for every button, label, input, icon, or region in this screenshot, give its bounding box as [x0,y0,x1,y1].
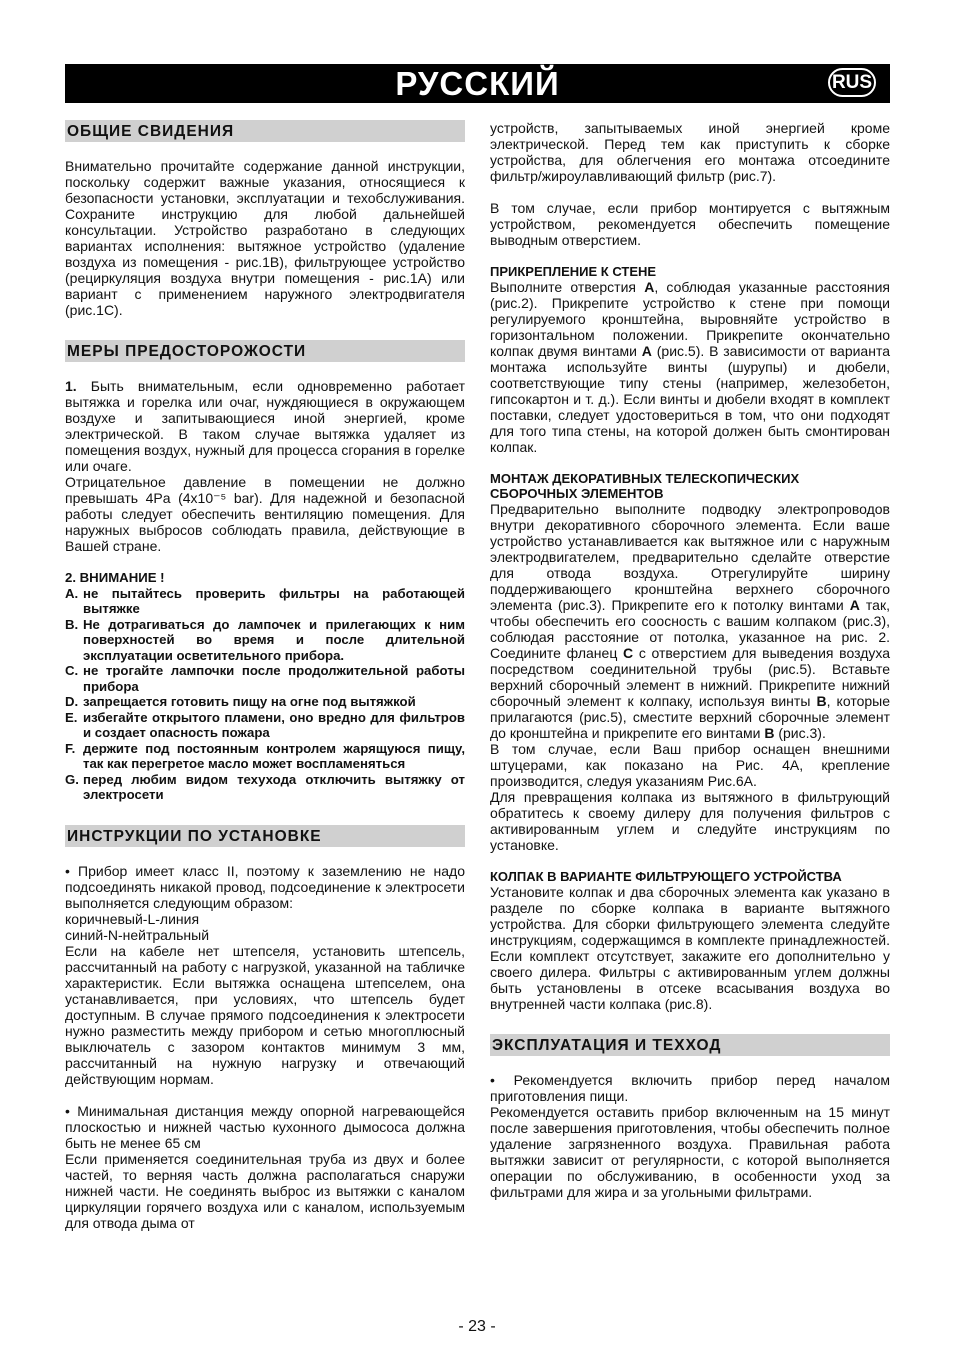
wire-brown: коричневый-L-линия [65,910,200,927]
warning-item-text: перед любим видом техухода отключить вытяжку от электросети [83,771,465,802]
text-run: , соблюдая указанные расстояния (рис.2). Прикрепите устройство к стене при помощи регулируемого кронштейна, выровняйте устройство в горизонтальном положении. Прикрепите окончательно колпак двумя винтами [490,279,890,359]
warning-item-label: D. [65,694,79,709]
warning-item [65,694,465,710]
page-title: РУССКИЙ [395,65,560,102]
warning-item-label: C. [65,663,79,678]
bold-ref: C [623,645,634,661]
warning-item-label: G. [65,771,79,787]
precautions-paragraph-2: Отрицательное давление в помещении не должно превышать 4Pa (4x10⁻⁵ bar). Для надежной и безопасной работы следует обеспечить вентиляцию помещения. Для наружных выбросов соблюдать правила, действующие в Вашей стране. [65,474,465,554]
subheading-wall-mount: ПРИКРЕПЛЕНИЕ К СТЕНЕ [490,264,657,279]
bold-ref: B [764,725,775,741]
warning-item-text: держите под постоянным контролем жарящуюся пищу, так как перегретое масло может воспламеняться [83,740,465,771]
subheading-filter-version: КОЛПАК В ВАРИАНТЕ ФИЛЬТРУЮЩЕГО УСТРОЙСТВА [490,869,842,884]
operation-paragraph-2: Рекомендуется оставить прибор включенным на 15 минут после завершения приготовления, чтобы обеспечить полное удаление загрязненного воздуха. Правильная работа вытяжки зависит от регулярности, с которой выполняется операции по обслуживанию, в особенности уход за фильтрами для жира и за угольными фильтрами. [490,1104,890,1200]
section-heading-installation: ИНСТРУКЦИИ ПО УСТАНОВКЕ [65,825,465,847]
warning-item [65,710,465,741]
wire-blue: синий-N-нейтральный [65,926,210,943]
text-run: с отверстием для выведения воздуха посредством соединительной трубы (рис.5). Вставьте верхний сборочный элемент в нижний. Прикрепите нижний сборочный элемент к колпаку, используя винты [490,645,890,709]
warning-title: 2. ВНИМАНИЕ ! [65,570,165,585]
section-heading-operation: ЭКСПЛУАТАЦИЯ И ТЕХХОД [490,1034,890,1056]
subheading-telescopic: МОНТАЖ ДЕКОРАТИВНЫХ ТЕЛЕСКОПИЧЕСКИХ СБОРОЧНЫХ ЭЛЕМЕНТОВ [490,471,800,501]
warning-item-text: не трогайте лампочки после продолжительной работы прибора [83,663,465,694]
installation-paragraph-4: Если применяется соединительная труба из двух и более частей, то верняя часть должна располагаться снаружи нижней части. Не соединять выброс из вытяжки с каналом циркуляции горячего воздуха или с каналом, используемым для отвода дыма от [65,1150,465,1231]
warning-item [65,617,465,664]
precaution-number: 1. [65,378,77,394]
page-number: - 23 - [458,1318,496,1335]
bold-ref: B [816,693,827,709]
filter-version-paragraph: Установите колпак и два сборочных элемента как указано в разделе по сборке колпака в варианте вытяжного устройства. Для сборки фильтрующего элемента следуйте инструкциям, содержащимся в комплекте принадлежностей. Если комплект отсутствует, закажите его дополнительно у своего дилера. Фильтры с активированным углем должны быть установлены в отсеке всасывания воздуха во внутренней части колпака (рис.8). [490,884,890,1012]
section-heading-precautions: МЕРЫ ПРЕДОСТОРОЖОСТИ [65,340,465,362]
text-run: (рис.5). В зависимости от варианта монтажа используйте винты (шурупы) и дюбели, соответствующие типу стены (например, железобетон, гипсокартон и т. д.). Если винты и дюбели входят в комплект поставки, следует удостовериться в том, что они подходят для того типа стены, на которой должен быть смонтирован колпак. [490,343,890,455]
section-heading-general: ОБЩИЕ СВИДЕНИЯ [65,120,465,142]
warning-item [65,772,465,803]
exhaust-paragraph: В том случае, если прибор монтируется с вытяжным устройством, рекомендуется обеспечить помещение выводным отверстием. [490,200,890,248]
installation-paragraph-1: • Прибор имеет класс II, поэтому к заземлению не надо подсоединять никакой провод, подсоединение к электросети выполняется следующим образом: [65,862,465,911]
conversion-paragraph: Для превращения колпака из вытяжного в фильтрующий обратитесь к своему дилеру для получения фильтров с активированным углем и следуйте инструкциям по установке. [490,789,890,853]
external-fittings-paragraph: В том случае, если Ваш прибор оснащен внешними штуцерами, как показано на Рис. 4A, крепление производится, следуя указаниям Рис.6A. [490,741,890,789]
precaution-text: Быть внимательным, если одновременно работает вытяжка и горелка или очаг, нуждяющиеся в окружающем воздухе и запитывающиеся иной энергией, кроме электрической. В таком случае вытяжка удаляет из помещения воздух, нужный для процесса сгорания в горелке или очаге. [65,378,465,474]
text-run: так, чтобы обеспечить его соосность с вашим колпаком (рис.3), соблюдая расстояние от потолка, указанное на рис. 2. Соедините фланец [490,597,890,661]
right-column [490,120,890,1200]
warning-item [65,663,465,694]
warning-item [65,741,465,772]
text-run: Выполните отверстия [490,279,645,295]
precautions-paragraph-1 [65,378,465,474]
installation-paragraph-3: • Минимальная дистанция между опорной нагревающейся плоскостью и нижней частью кухонного дымососа должна быть не менее 65 см [65,1102,465,1151]
bold-ref: A [644,279,655,295]
language-banner [65,64,890,103]
warning-item-label: A. [65,585,79,601]
operation-paragraph-1: • Рекомендуется включить прибор перед началом приготовления пищи. [490,1072,890,1104]
general-paragraph: Внимательно прочитайте содержание данной инструкции, поскольку содержит важные указания, относящиеся к безопасности установки, эксплуатации и техобслуживания. Сохраните инструкцию для любой дальнейшей консультации. Устройство разработано в следующих вариантах исполнения: вытяжное устройство (удаление воздуха из помещения - рис.1B), фильтрующее устройство (рециркуляция воздуха внутри помещения - рис.1A) или вариант с применением наружного электродвигателя (рис.1C). [65,158,465,318]
text-run: (рис.3). [774,725,826,741]
warning-item [65,586,465,617]
warning-item-text: избегайте открытого пламени, оно вредно для фильтров и создает опасность пожара [83,709,465,740]
wall-mount-paragraph [490,279,890,455]
installation-paragraph-2: Если на кабеле нет штепселя, установить штепсель, рассчитанный на работу с нагрузкой, указанной на табличке характеристик. Если вытяжка оснащена штепселем, она устанавливается, при условиях, что штепсель будет доступным. В случае прямого подсоединения к электросети нужно разместить между прибором и сетью многоплюсный выключатель с зазором контактов минимум 3 мм, рассчитанный на нужную нагрузку и отвечающий действующим нормам. [65,942,465,1087]
warning-item-text: Не дотрагиваться до лампочек и прилегающих к ним поверхностей во время и после длительной эксплуатации осветительного прибора. [83,616,465,663]
bold-ref: A [641,343,652,359]
warning-item-text: запрещается готовить пищу на огне под вытяжкой [83,694,416,709]
text-run: Предварительно выполните подводку электропроводов внутри декоративного сборочного элемента. Если ваше устройство устанавливается как вытяжное или с наружным электродвигателем, предварительно сделайте отверстие для отвода воздуха. Отрегулируйте ширину поддерживающего кронштейна верхнего сборочного элемента (рис.3). Прикрепите его к потолку винтами [490,501,890,613]
warning-item-label: F. [65,740,76,756]
language-badge: RUS [828,68,876,97]
text-run: , которые прилагаются (рис.5), сместите верхний сборочные элемент до кронштейна и прикрепите его винтами [490,693,890,741]
left-column [65,120,465,1231]
warning-item-label: E. [65,709,78,725]
bold-ref: A [849,597,860,613]
telescopic-paragraph [490,501,890,741]
warning-item-label: B. [65,616,79,632]
warning-item-text: не пытайтесь проверить фильтры на работающей вытяжке [83,585,465,616]
continued-paragraph: устройств, запытываемых иной энергией кроме электрической. Перед тем как приступить к сборке устройства, для облегчения его монтажа отсоедините фильтр/жироулавливающий фильтр (рис.7). [490,120,890,184]
